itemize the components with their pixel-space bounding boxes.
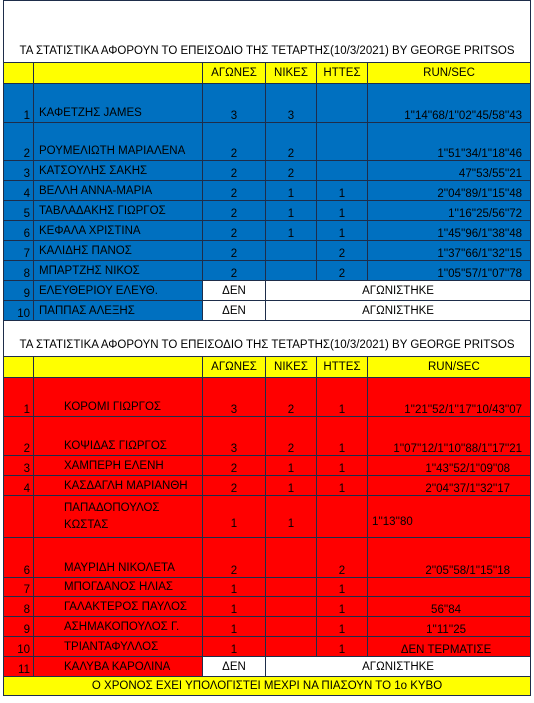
table-row xyxy=(4,201,531,221)
row-num xyxy=(4,496,34,538)
table-row xyxy=(4,378,531,417)
row-num: 6 xyxy=(4,221,34,241)
row-agones: 2 xyxy=(203,456,266,476)
row-httes xyxy=(317,84,368,123)
row-httes: 1 xyxy=(317,578,368,597)
row-nikes xyxy=(266,261,317,281)
header-num xyxy=(4,357,34,378)
row-httes: 1 xyxy=(317,181,368,201)
row-nikes: 2 xyxy=(266,123,317,161)
red-title-row xyxy=(4,321,531,357)
row-nikes: 1 xyxy=(266,181,317,201)
row-agones: 2 xyxy=(203,538,266,578)
row-num: 8 xyxy=(4,261,34,281)
row-num: 2 xyxy=(4,123,34,161)
row-run: 1''43''52/1''09''08 xyxy=(368,456,531,476)
row-nikes: 2 xyxy=(266,161,317,181)
row-name: ΡΟΥΜΕΛΙΩΤΗ ΜΑΡΙΑΛΕΝΑ xyxy=(34,123,203,161)
row-name: ΜΑΥΡΙΔΗ ΝΙΚΟΛΕΤΑ xyxy=(34,538,203,578)
table-row xyxy=(4,417,531,456)
stats-table xyxy=(3,0,531,696)
row-agones: 2 xyxy=(203,261,266,281)
row-name: ΓΑΛΑΚΤΕΡΟΣ ΠΑΥΛΟΣ xyxy=(34,597,203,617)
row-httes: 2 xyxy=(317,538,368,578)
table-row xyxy=(4,456,531,476)
row-run: 1''16''25/56''72 xyxy=(368,201,531,221)
header-name xyxy=(34,357,203,378)
row-num: 11 xyxy=(4,657,34,677)
red-section-title: ΤΑ ΣΤΑΤΙΣΤΙΚΑ ΑΦΟΡΟΥΝ ΤΟ ΕΠΕΙΣΟΔΙΟ ΤΗΣ ΤΕΤΑΡΤΗΣ(10/3/2021) BY GEORGE PRITSOS xyxy=(4,321,531,357)
absent-status: ΑΓΩΝΙΣΤΗΚΕ xyxy=(266,301,531,321)
row-nikes xyxy=(266,637,317,657)
row-agones: 2 xyxy=(203,161,266,181)
row-num: 3 xyxy=(4,161,34,181)
row-name: ΜΠΑΡΤΖΗΣ ΝΙΚΟΣ xyxy=(34,261,203,281)
table-row xyxy=(4,181,531,201)
row-name: ΚΑΛΥΒΑ ΚΑΡΟΛΙΝΑ xyxy=(34,657,203,677)
row-run: 1''13''80 xyxy=(368,496,531,538)
row-name: ΤΡΙΑΝΤΑΦΥΛΛΟΣ xyxy=(34,637,203,657)
red-header-row xyxy=(4,357,531,378)
row-nikes: 1 xyxy=(266,496,317,538)
row-nikes xyxy=(266,617,317,637)
header-name xyxy=(34,63,203,84)
row-agones: 3 xyxy=(203,378,266,417)
table-row xyxy=(4,161,531,181)
header-num xyxy=(4,63,34,84)
row-nikes: 1 xyxy=(266,221,317,241)
row-num: 4 xyxy=(4,181,34,201)
header-nikes: ΝΙΚΕΣ xyxy=(266,357,317,378)
row-agones: 1 xyxy=(203,496,266,538)
row-httes: 1 xyxy=(317,221,368,241)
header-nikes: ΝΙΚΕΣ xyxy=(266,63,317,84)
header-run: RUN/SEC xyxy=(368,63,531,84)
absent-den: ΔΕΝ xyxy=(203,301,266,321)
absent-status: ΑΓΩΝΙΣΤΗΚΕ xyxy=(266,281,531,301)
row-agones: 2 xyxy=(203,476,266,496)
row-run: 56''84 xyxy=(368,597,531,617)
footer-note: Ο ΧΡΟΝΟΣ ΕΧΕΙ ΥΠΟΛΟΓΙΣΤΕΙ ΜΕΧΡΙ ΝΑ ΠΙΑΣΟΥΝ ΤΟ 1ο ΚΥΒΟ xyxy=(4,677,531,696)
header-run: RUN/SEC xyxy=(368,357,531,378)
row-httes xyxy=(317,123,368,161)
row-agones: 2 xyxy=(203,201,266,221)
row-name: ΠΑΠΑΔΟΠΟΥΛΟΣ ΚΩΣΤΑΣ xyxy=(34,496,203,538)
table-row xyxy=(4,617,531,637)
table-row xyxy=(4,261,531,281)
row-run: 2''04''37/1''32''17 xyxy=(368,476,531,496)
row-httes xyxy=(317,161,368,181)
row-httes: 1 xyxy=(317,637,368,657)
row-run: 47''53/55''21 xyxy=(368,161,531,181)
row-httes: 1 xyxy=(317,597,368,617)
row-httes: 1 xyxy=(317,617,368,637)
row-agones: 2 xyxy=(203,241,266,261)
absent-row xyxy=(4,301,531,321)
row-agones: 2 xyxy=(203,123,266,161)
row-httes: 2 xyxy=(317,261,368,281)
row-num: 9 xyxy=(4,281,34,301)
row-nikes xyxy=(266,241,317,261)
row-num: 6 xyxy=(4,538,34,578)
row-run: 1''05''57/1''07''78 xyxy=(368,261,531,281)
table-row xyxy=(4,476,531,496)
row-nikes: 3 xyxy=(266,84,317,123)
row-num: 10 xyxy=(4,637,34,657)
row-agones: 1 xyxy=(203,578,266,597)
row-run: 1''37''66/1''32''15 xyxy=(368,241,531,261)
row-name: ΜΠΟΓΔΑΝΟΣ ΗΛΙΑΣ xyxy=(34,578,203,597)
header-httes: ΗΤΤΕΣ xyxy=(317,63,368,84)
row-agones: 2 xyxy=(203,181,266,201)
row-nikes: 1 xyxy=(266,476,317,496)
table-row xyxy=(4,84,531,123)
absent-row xyxy=(4,281,531,301)
row-num: 3 xyxy=(4,456,34,476)
row-num: 7 xyxy=(4,578,34,597)
table-row xyxy=(4,123,531,161)
row-httes: 1 xyxy=(317,456,368,476)
absent-row xyxy=(4,657,531,677)
row-nikes xyxy=(266,538,317,578)
footer-row xyxy=(4,677,531,696)
row-num: 1 xyxy=(4,378,34,417)
table-row xyxy=(4,637,531,657)
row-run: ΔΕΝ ΤΕΡΜΑΤΙΣΕ xyxy=(368,637,531,657)
row-name: ΧΑΜΠΕΡΗ ΕΛΕΝΗ xyxy=(34,456,203,476)
row-num: 4 xyxy=(4,476,34,496)
absent-den: ΔΕΝ xyxy=(203,657,266,677)
row-run: 2''04''89/1''15''48 xyxy=(368,181,531,201)
row-run: 1''14''68/1''02''45/58''43 xyxy=(368,84,531,123)
row-run: 1''51''34/1''18''46 xyxy=(368,123,531,161)
row-num: 7 xyxy=(4,241,34,261)
row-num: 10 xyxy=(4,301,34,321)
row-agones: 1 xyxy=(203,617,266,637)
row-name: ΚΑΛΙΔΗΣ ΠΑΝΟΣ xyxy=(34,241,203,261)
row-nikes: 1 xyxy=(266,456,317,476)
row-agones: 1 xyxy=(203,637,266,657)
row-num: 8 xyxy=(4,597,34,617)
row-name: ΚΕΦΑΛΑ ΧΡΙΣΤΙΝΑ xyxy=(34,221,203,241)
row-httes: 2 xyxy=(317,241,368,261)
table-row xyxy=(4,221,531,241)
row-name: ΚΑΦΕΤΖΗΣ JAMES xyxy=(34,84,203,123)
table-row xyxy=(4,597,531,617)
blue-section-title: ΤΑ ΣΤΑΤΙΣΤΙΚΑ ΑΦΟΡΟΥΝ ΤΟ ΕΠΕΙΣΟΔΙΟ ΤΗΣ ΤΕΤΑΡΤΗΣ(10/3/2021) BY GEORGE PRITSOS xyxy=(4,1,531,63)
row-run xyxy=(368,578,531,597)
table-row xyxy=(4,538,531,578)
row-nikes: 2 xyxy=(266,378,317,417)
row-name: ΚΑΣΔΑΓΛΗ ΜΑΡΙΑΝΘΗ xyxy=(34,476,203,496)
row-agones: 3 xyxy=(203,84,266,123)
row-name: ΚΟΨΙΔΑΣ ΓΙΩΡΓΟΣ xyxy=(34,417,203,456)
row-nikes xyxy=(266,597,317,617)
blue-title-row xyxy=(4,1,531,63)
row-httes: 1 xyxy=(317,378,368,417)
row-name: ΑΣΗΜΑΚΟΠΟΥΛΟΣ Γ. xyxy=(34,617,203,637)
row-run: 1''07''12/1''10''88/1''17''21 xyxy=(368,417,531,456)
row-agones: 1 xyxy=(203,597,266,617)
row-agones: 3 xyxy=(203,417,266,456)
header-agones: ΑΓΩΝΕΣ xyxy=(203,63,266,84)
header-agones: ΑΓΩΝΕΣ xyxy=(203,357,266,378)
row-run: 1''45''96/1''38''48 xyxy=(368,221,531,241)
row-num: 5 xyxy=(4,201,34,221)
absent-status: ΑΓΩΝΙΣΤΗΚΕ xyxy=(266,657,531,677)
row-nikes: 2 xyxy=(266,417,317,456)
row-agones: 2 xyxy=(203,221,266,241)
table-row xyxy=(4,241,531,261)
row-run: 2''05''58/1''15''18 xyxy=(368,538,531,578)
row-num: 2 xyxy=(4,417,34,456)
row-name: ΒΕΛΛΗ ΑΝΝΑ-ΜΑΡΙΑ xyxy=(34,181,203,201)
row-num: 1 xyxy=(4,84,34,123)
row-name: ΠΑΠΠΑΣ ΑΛΕΞΗΣ xyxy=(34,301,203,321)
row-name: ΕΛΕΥΘΕΡΙΟΥ ΕΛΕΥΘ. xyxy=(34,281,203,301)
row-name: ΚΟΡΟΜΙ ΓΙΩΡΓΟΣ xyxy=(34,378,203,417)
table-row xyxy=(4,496,531,538)
row-run: 1''11''25 xyxy=(368,617,531,637)
table-row xyxy=(4,578,531,597)
row-nikes: 1 xyxy=(266,201,317,221)
row-num: 9 xyxy=(4,617,34,637)
row-httes: 1 xyxy=(317,417,368,456)
stats-sheet xyxy=(3,0,530,696)
row-nikes xyxy=(266,578,317,597)
row-run: 1''21''52/1''17''10/43''07 xyxy=(368,378,531,417)
row-httes xyxy=(317,496,368,538)
row-name: ΚΑΤΣΟΥΛΗΣ ΣΑΚΗΣ xyxy=(34,161,203,181)
row-name: ΤΑΒΛΑΔΑΚΗΣ ΓΙΩΡΓΟΣ xyxy=(34,201,203,221)
row-httes: 1 xyxy=(317,201,368,221)
row-httes: 1 xyxy=(317,476,368,496)
blue-header-row xyxy=(4,63,531,84)
header-httes: ΗΤΤΕΣ xyxy=(317,357,368,378)
absent-den: ΔΕΝ xyxy=(203,281,266,301)
